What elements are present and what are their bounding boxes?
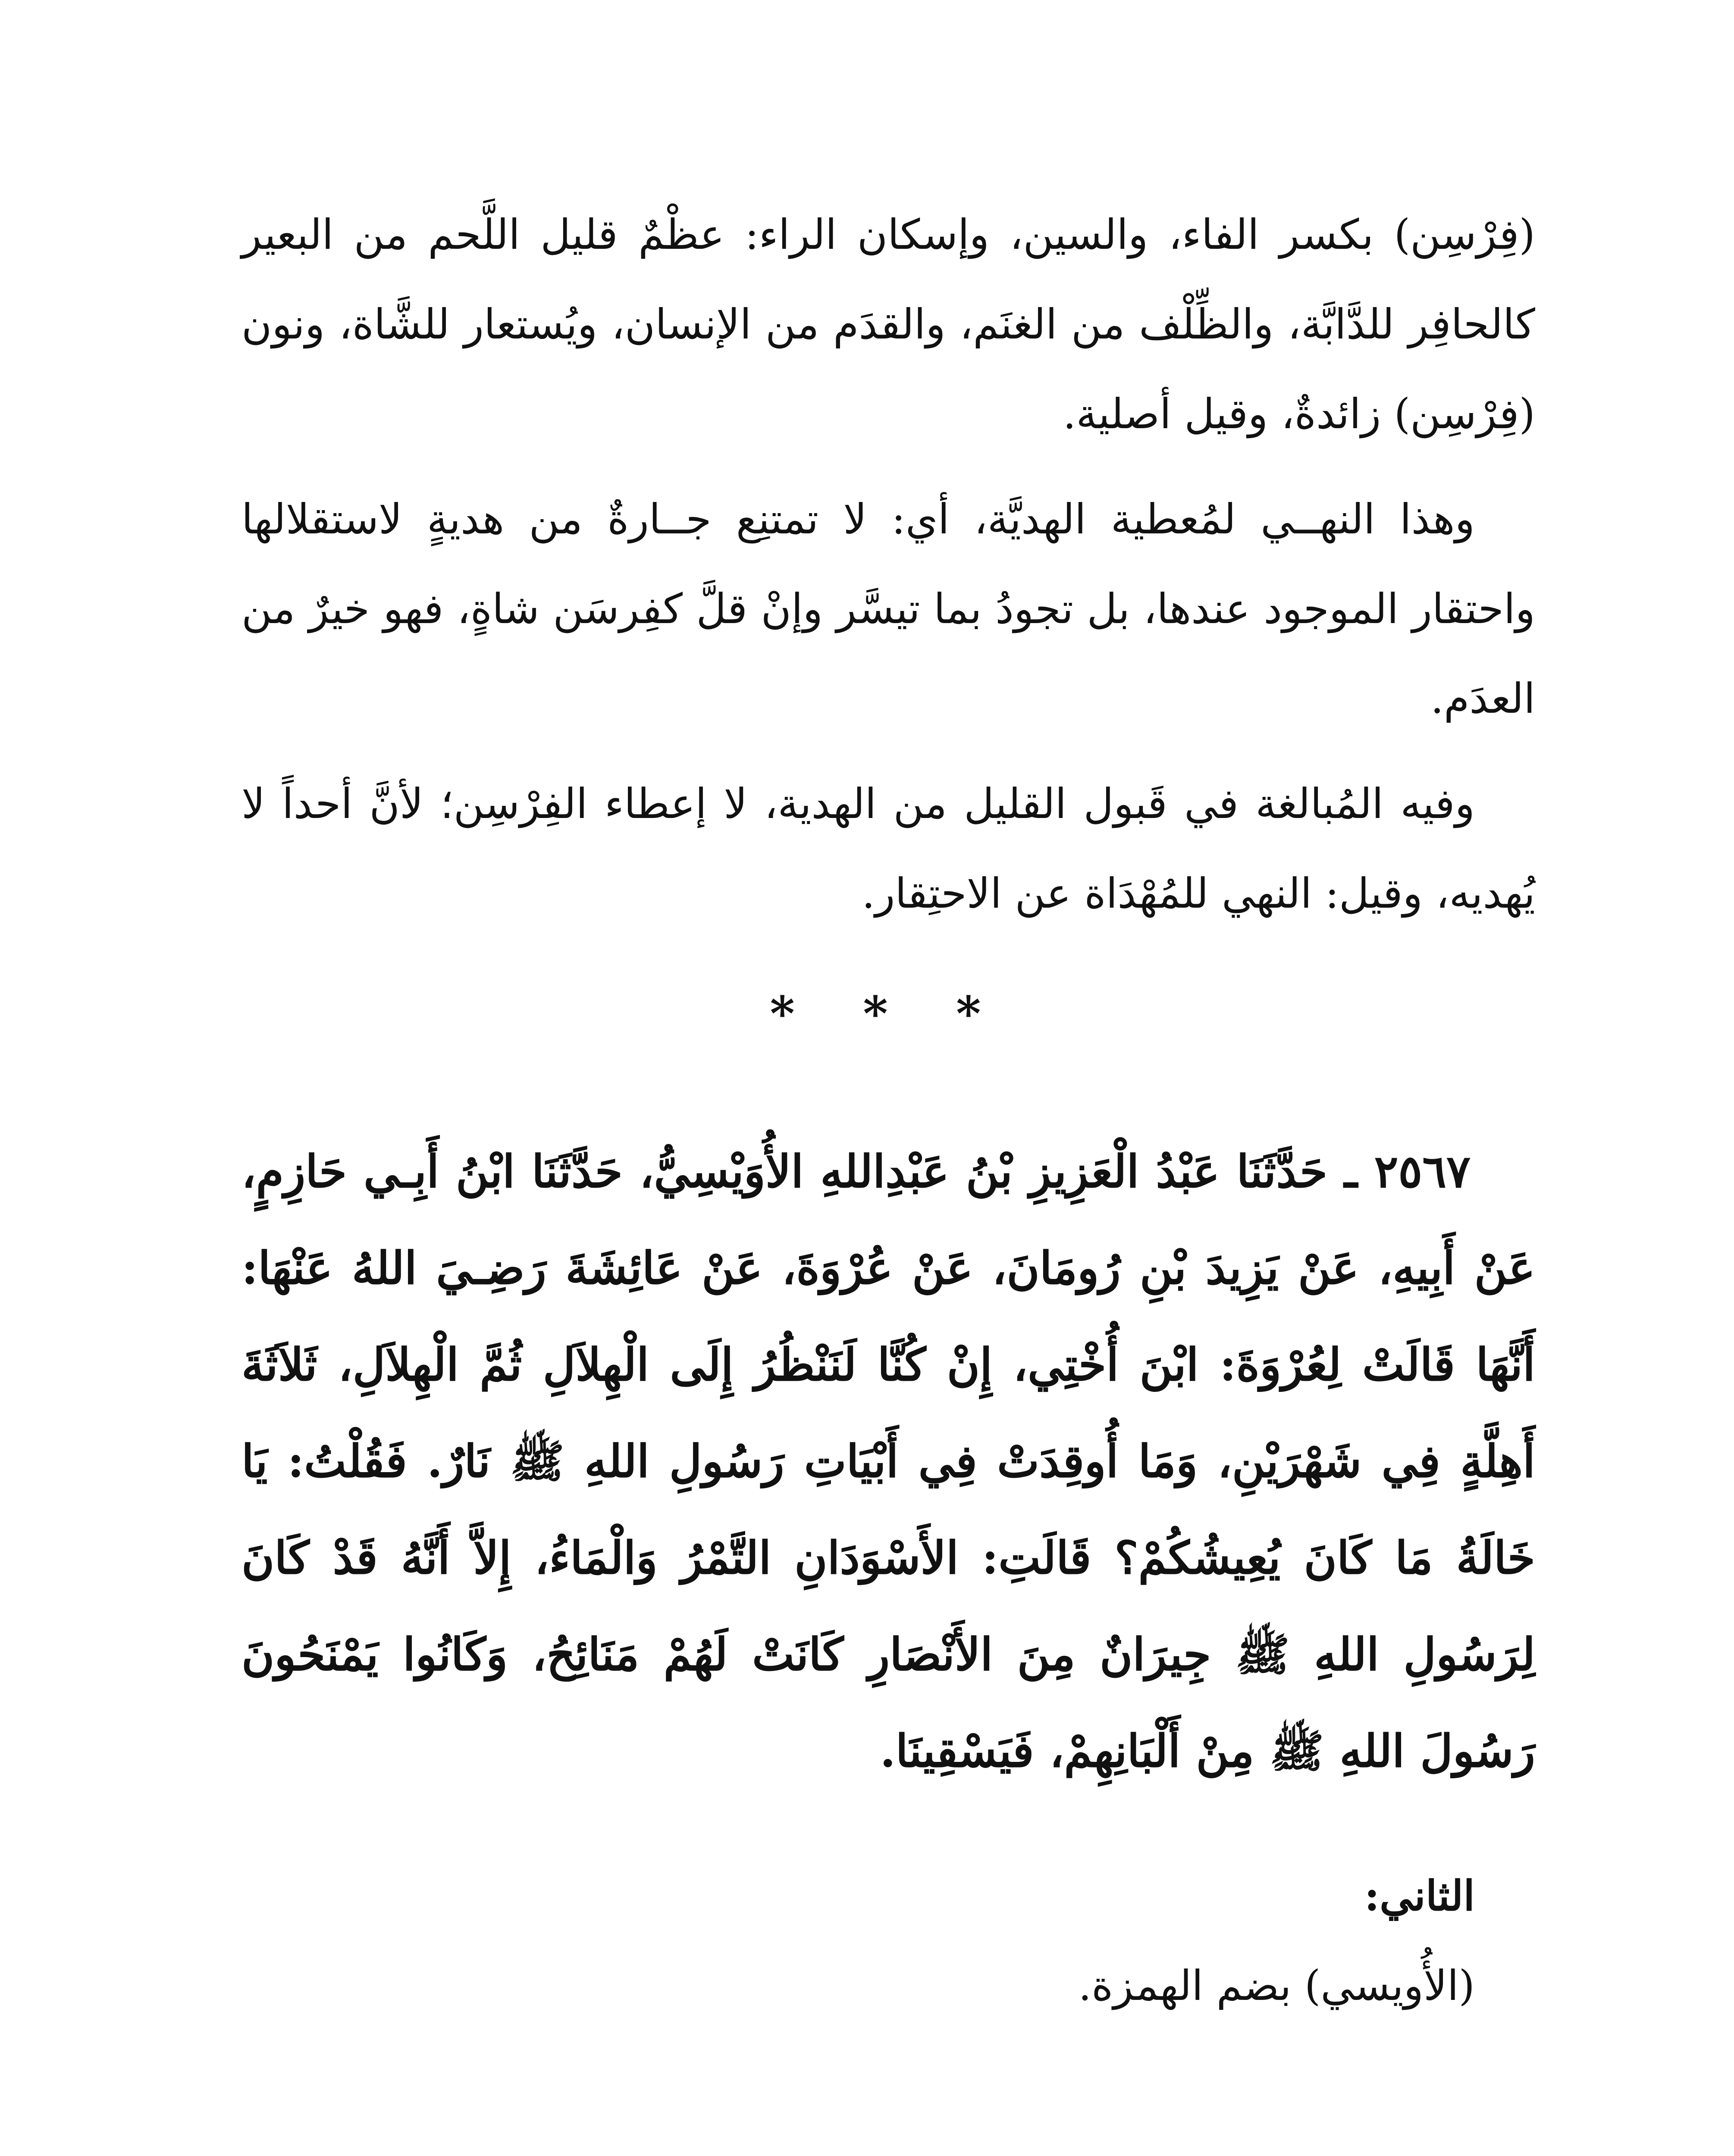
note-text: (الأُويسي) بضم الهمزة. (1078, 1962, 1475, 2010)
note-label: الثاني: (1364, 1871, 1475, 1920)
commentary-paragraph-3: وفيه المُبالغة في قَبول القليل من الهدية، لا إعطاء الفِرْسِن؛ لأنَّ أحداً لا يُهديه، وقيل: النهي للمُهْدَاة عن الاحتِقار. (241, 780, 1535, 918)
commentary-paragraph-1: (فِرْسِن) بكسر الفاء، والسين، وإسكان الراء: عظْمٌ قليل اللَّحم من البعير كالحافِر للدَّابَّة، والظِّلْف من الغنَم، والقدَم من الإنسان، ويُستعار للشَّاة، ونون (فِرْسِن) زائدةٌ، وقيل أصلية. (241, 210, 1535, 438)
page-content (241, 190, 1535, 2156)
commentary-paragraph-2: وهذا النهــي لمُعطية الهديَّة، أي: لا تمتنِع جــارةٌ من هديةٍ لاستقلالها واحتقار الموجود عندها، بل تجودُ بما تيسَّر وإنْ قلَّ كفِرسَن شاةٍ، فهو خيرٌ من العدَم. (241, 495, 1536, 723)
section-separator: * * * (770, 986, 1007, 1041)
hadith-text: ٢٥٦٧ ـ حَدَّثَنَا عَبْدُ الْعَزِيزِ بْنُ عَبْدِاللهِ الأُوَيْسِيُّ، حَدَّثَنَا ابْنُ أَبِـي حَازِمٍ، عَنْ أَبِيهِ، عَنْ يَزِيدَ بْنِ رُومَانَ، عَنْ عُرْوَةَ، عَنْ عَائِشَةَ رَضِـيَ اللهُ عَنْهَا: أَنَّهَا قَالَتْ لِعُرْوَةَ: ابْنَ أُخْتِي، إِنْ كُنَّا لَنَنْظُرُ إِلَى الْهِلاَلِ ثُمَّ الْهِلاَلِ، ثَلاَثَةَ أَهِلَّةٍ فِي شَهْرَيْنِ، وَمَا أُوقِدَتْ فِي أَبْيَاتِ رَسُولِ اللهِ ﷺ نَارٌ. فَقُلْتُ: يَا خَالَةُ مَا كَانَ يُعِيشُكُمْ؟ قَالَتِ: الأَسْوَدَانِ التَّمْرُ وَالْمَاءُ، إِلاَّ أَنَّهُ قَدْ كَانَ لِرَسُولِ اللهِ ﷺ جِيرَانٌ مِنَ الأَنْصَارِ كَانَتْ لَهُمْ مَنَائِحُ، وَكَانُوا يَمْنَحُونَ رَسُولَ اللهِ ﷺ مِنْ أَلْبَانِهِمْ، فَيَسْقِينَا. (241, 1145, 1536, 1777)
